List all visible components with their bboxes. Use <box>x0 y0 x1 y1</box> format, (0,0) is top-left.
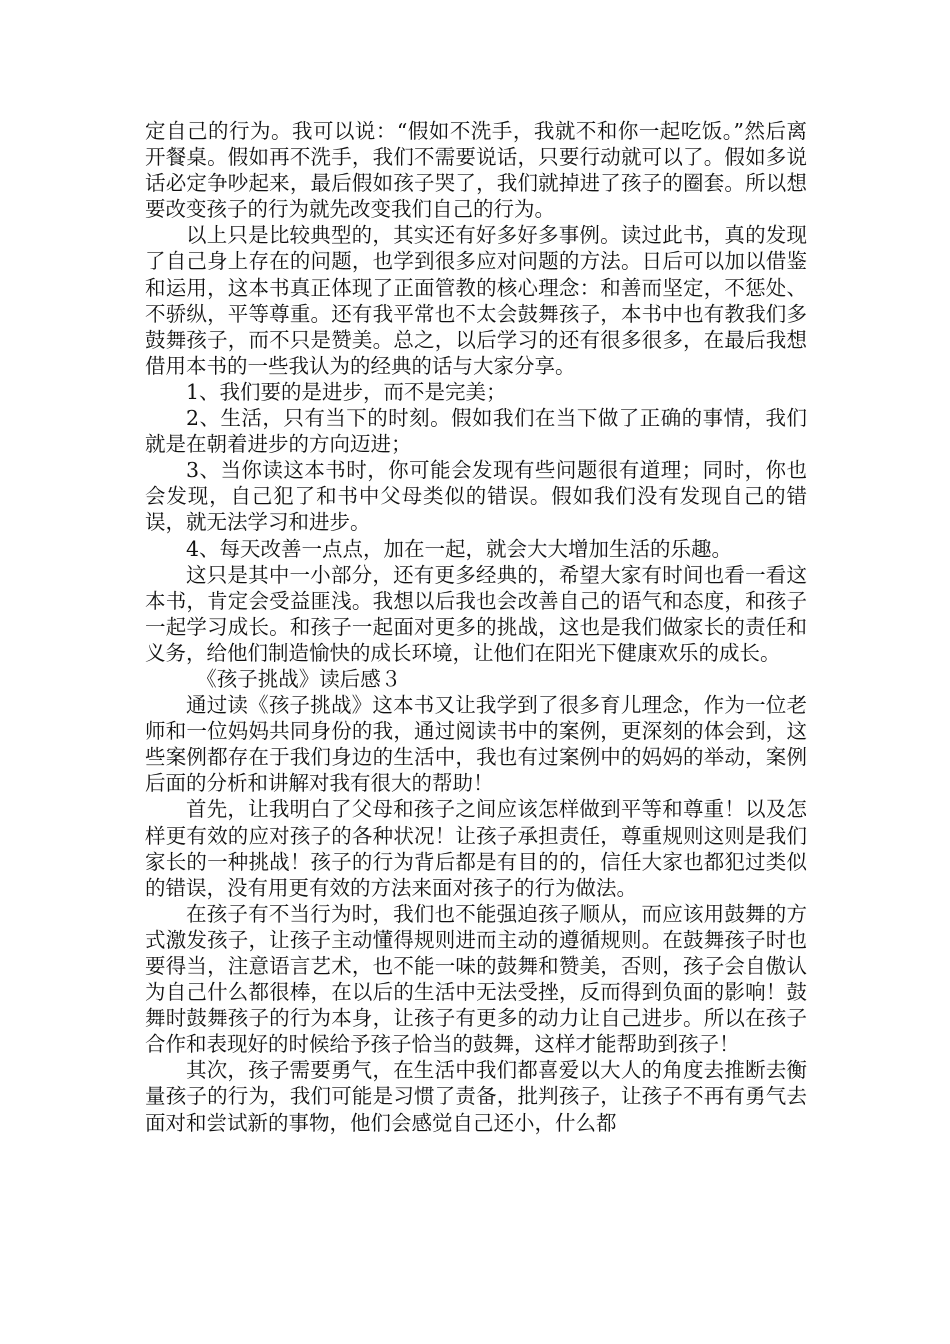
paragraph-7: 其次，孩子需要勇气，在生活中我们都喜爱以大人的角度去推断去衡量孩子的行为，我们可能是习惯了责备，批判孩子，让孩子不再有勇气去面对和尝试新的事物，他们会感觉自己还小，什么都 <box>145 1058 807 1135</box>
paragraph-3: 这只是其中一小部分，还有更多经典的，希望大家有时间也看一看这本书，肯定会受益匪浅。我想以后我也会改善自己的语气和态度，和孩子一起学习成长。和孩子一起面对更多的挑战，这也是我们做家长的责任和义务，给他们制造愉快的成长环境，让他们在阳光下健康欢乐的成长。 <box>145 562 807 665</box>
paragraph-2: 以上只是比较典型的，其实还有好多好多事例。读过此书，真的发现了自己身上存在的问题，也学到很多应对问题的方法。日后可以加以借鉴和运用，这本书真正体现了正面管教的核心理念：和善而坚定，不惩处、不骄纵，平等尊重。还有我平常也不太会鼓舞孩子，本书中也有教我们多鼓舞孩子，而不只是赞美。总之，以后学习的还有很多很多，在最后我想借用本书的一些我认为的经典的话与大家分享。 <box>145 223 807 378</box>
list-item-3: 3、当你读这本书时，你可能会发现有些问题很有道理；同时，你也会发现，自己犯了和书中父母类似的错误。假如我们没有发现自己的错误，就无法学习和进步。 <box>145 458 807 535</box>
paragraph-1: 定自己的行为。我可以说：“假如不洗手，我就不和你一起吃饭。”然后离开餐桌。假如再不洗手，我们不需要说话，只要行动就可以了。假如多说话必定争吵起来，最后假如孩子哭了，我们就掉进了孩子的圈套。所以想要改变孩子的行为就先改变我们自己的行为。 <box>145 119 807 222</box>
paragraph-5: 首先，让我明白了父母和孩子之间应该怎样做到平等和尊重！以及怎样更有效的应对孩子的各种状况！让孩子承担责任，尊重规则这则是我们家长的一种挑战！孩子的行为背后都是有目的的，信任大家也都犯过类似的错误，没有用更有效的方法来面对孩子的行为做法。 <box>145 797 807 900</box>
section-title: 《孩子挑战》读后感３ <box>196 666 402 691</box>
paragraph-6: 在孩子有不当行为时，我们也不能强迫孩子顺从，而应该用鼓舞的方式激发孩子，让孩子主动懂得规则进而主动的遵循规则。在鼓舞孩子时也要得当，注意语言艺术，也不能一味的鼓舞和赞美，否则，孩子会自傲认为自己什么都很棒，在以后的生活中无法受挫，反而得到负面的影响！鼓舞时鼓舞孩子的行为本身，让孩子有更多的动力让自己进步。所以在孩子合作和表现好的时候给予孩子恰当的鼓舞，这样才能帮助到孩子！ <box>145 901 807 1057</box>
document-body <box>145 118 807 1136</box>
paragraph-4: 通过读《孩子挑战》这本书又让我学到了很多育儿理念，作为一位老师和一位妈妈共同身份的我，通过阅读书中的案例，更深刻的体会到，这些案例都存在于我们身边的生活中，我也有过案例中的妈妈的举动，案例后面的分析和讲解对我有很大的帮助！ <box>145 693 807 796</box>
list-item-1: 1、我们要的是进步，而不是完美； <box>186 379 507 404</box>
list-item-2: 2、生活，只有当下的时刻。假如我们在当下做了正确的事情，我们就是在朝着进步的方向迈进； <box>145 406 807 457</box>
list-item-4: 4、每天改善一点点，加在一起，就会大大增加生活的乐趣。 <box>186 536 733 561</box>
